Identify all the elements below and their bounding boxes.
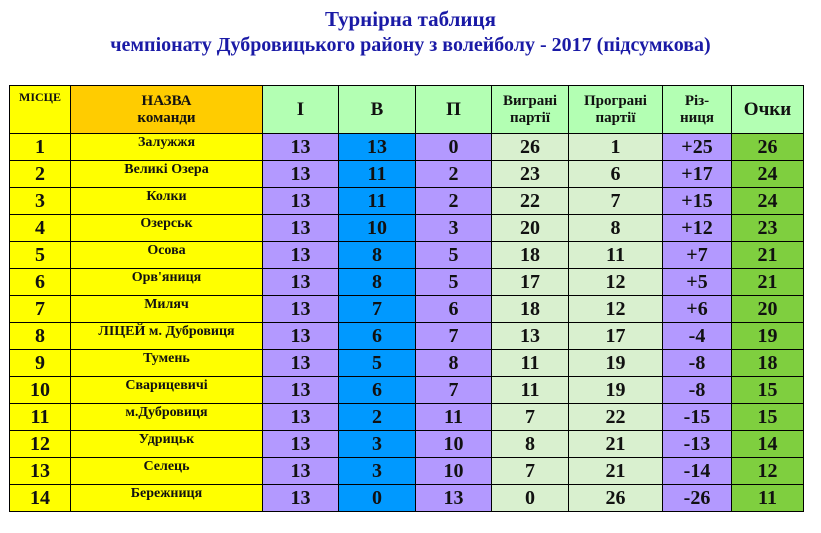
header-diff xyxy=(663,86,732,134)
cell-sets-lost: 6 xyxy=(569,161,663,188)
cell-won: 5 xyxy=(339,350,416,377)
cell-place: 10 xyxy=(10,377,71,404)
cell-won: 7 xyxy=(339,296,416,323)
cell-diff: +12 xyxy=(663,215,732,242)
cell-points: 26 xyxy=(732,134,804,161)
cell-lost: 10 xyxy=(416,431,492,458)
cell-games: 13 xyxy=(263,404,339,431)
cell-sets-won: 18 xyxy=(492,242,569,269)
cell-diff: -26 xyxy=(663,485,732,512)
cell-team-name: Великі Озера xyxy=(71,161,263,188)
cell-team-name: Селець xyxy=(71,458,263,485)
cell-sets-won: 11 xyxy=(492,350,569,377)
cell-sets-lost: 19 xyxy=(569,350,663,377)
header-games: І xyxy=(263,86,339,134)
cell-sets-won: 20 xyxy=(492,215,569,242)
cell-lost: 5 xyxy=(416,269,492,296)
cell-won: 13 xyxy=(339,134,416,161)
cell-games: 13 xyxy=(263,377,339,404)
header-place: МІСЦЕ xyxy=(10,86,71,134)
cell-points: 19 xyxy=(732,323,804,350)
cell-won: 11 xyxy=(339,188,416,215)
cell-team-name: Озерськ xyxy=(71,215,263,242)
cell-sets-lost: 19 xyxy=(569,377,663,404)
cell-place: 5 xyxy=(10,242,71,269)
table-row xyxy=(10,485,804,512)
cell-lost: 8 xyxy=(416,350,492,377)
cell-points: 21 xyxy=(732,269,804,296)
cell-lost: 10 xyxy=(416,458,492,485)
cell-team-name: Тумень xyxy=(71,350,263,377)
cell-games: 13 xyxy=(263,458,339,485)
cell-lost: 13 xyxy=(416,485,492,512)
cell-games: 13 xyxy=(263,269,339,296)
page-title: Турнірна таблиця xyxy=(325,7,496,31)
cell-lost: 6 xyxy=(416,296,492,323)
cell-team-name: Колки xyxy=(71,188,263,215)
header-lost: П xyxy=(416,86,492,134)
cell-diff: -14 xyxy=(663,458,732,485)
header-won: В xyxy=(339,86,416,134)
header-diff-line2: ниця xyxy=(679,109,715,126)
table-row xyxy=(10,431,804,458)
cell-points: 21 xyxy=(732,242,804,269)
cell-diff: +6 xyxy=(663,296,732,323)
cell-games: 13 xyxy=(263,350,339,377)
table-row xyxy=(10,215,804,242)
table-row xyxy=(10,188,804,215)
header-name-line2: команди xyxy=(137,109,196,126)
cell-place: 3 xyxy=(10,188,71,215)
cell-games: 13 xyxy=(263,296,339,323)
cell-games: 13 xyxy=(263,242,339,269)
standings-table xyxy=(9,85,804,512)
cell-team-name: Миляч xyxy=(71,296,263,323)
cell-diff: -15 xyxy=(663,404,732,431)
cell-sets-lost: 11 xyxy=(569,242,663,269)
cell-sets-won: 23 xyxy=(492,161,569,188)
cell-games: 13 xyxy=(263,323,339,350)
cell-sets-lost: 8 xyxy=(569,215,663,242)
cell-lost: 0 xyxy=(416,134,492,161)
cell-sets-won: 22 xyxy=(492,188,569,215)
cell-lost: 5 xyxy=(416,242,492,269)
cell-games: 13 xyxy=(263,215,339,242)
table-row xyxy=(10,161,804,188)
header-points: Очки xyxy=(732,86,804,134)
cell-sets-lost: 12 xyxy=(569,296,663,323)
cell-lost: 11 xyxy=(416,404,492,431)
cell-games: 13 xyxy=(263,161,339,188)
cell-lost: 7 xyxy=(416,323,492,350)
cell-games: 13 xyxy=(263,188,339,215)
cell-points: 12 xyxy=(732,458,804,485)
cell-points: 23 xyxy=(732,215,804,242)
cell-won: 0 xyxy=(339,485,416,512)
cell-won: 3 xyxy=(339,458,416,485)
cell-sets-won: 7 xyxy=(492,458,569,485)
cell-won: 10 xyxy=(339,215,416,242)
cell-sets-won: 11 xyxy=(492,377,569,404)
cell-sets-won: 18 xyxy=(492,296,569,323)
cell-diff: +25 xyxy=(663,134,732,161)
cell-sets-lost: 17 xyxy=(569,323,663,350)
header-sets-won xyxy=(492,86,569,134)
table-row xyxy=(10,458,804,485)
header-sets-lost-line1: Програні xyxy=(584,92,647,109)
cell-team-name: м.Дубровиця xyxy=(71,404,263,431)
cell-sets-won: 0 xyxy=(492,485,569,512)
cell-games: 13 xyxy=(263,431,339,458)
cell-team-name: Орв'яниця xyxy=(71,269,263,296)
cell-sets-won: 17 xyxy=(492,269,569,296)
table-row xyxy=(10,134,804,161)
table-row xyxy=(10,296,804,323)
cell-diff: -8 xyxy=(663,377,732,404)
cell-games: 13 xyxy=(263,134,339,161)
cell-lost: 3 xyxy=(416,215,492,242)
header-sets-won-line1: Виграні xyxy=(502,92,558,109)
cell-place: 13 xyxy=(10,458,71,485)
table-row xyxy=(10,269,804,296)
cell-won: 8 xyxy=(339,269,416,296)
cell-diff: +17 xyxy=(663,161,732,188)
cell-diff: +15 xyxy=(663,188,732,215)
cell-place: 7 xyxy=(10,296,71,323)
cell-place: 14 xyxy=(10,485,71,512)
cell-place: 4 xyxy=(10,215,71,242)
cell-won: 2 xyxy=(339,404,416,431)
cell-diff: -4 xyxy=(663,323,732,350)
cell-won: 6 xyxy=(339,377,416,404)
cell-won: 3 xyxy=(339,431,416,458)
cell-place: 8 xyxy=(10,323,71,350)
cell-points: 15 xyxy=(732,404,804,431)
table-row xyxy=(10,404,804,431)
cell-place: 1 xyxy=(10,134,71,161)
cell-points: 24 xyxy=(732,188,804,215)
cell-sets-lost: 12 xyxy=(569,269,663,296)
cell-points: 24 xyxy=(732,161,804,188)
page-subtitle: чемпіонату Дубровицького району з волейболу - 2017 (підсумкова) xyxy=(110,34,711,56)
header-sets-won-line2: партії xyxy=(510,109,550,126)
cell-diff: -13 xyxy=(663,431,732,458)
cell-team-name: Бережниця xyxy=(71,485,263,512)
table-row xyxy=(10,323,804,350)
cell-lost: 2 xyxy=(416,188,492,215)
cell-sets-won: 26 xyxy=(492,134,569,161)
cell-sets-lost: 21 xyxy=(569,431,663,458)
cell-place: 12 xyxy=(10,431,71,458)
cell-sets-lost: 22 xyxy=(569,404,663,431)
cell-lost: 2 xyxy=(416,161,492,188)
cell-diff: +5 xyxy=(663,269,732,296)
cell-points: 20 xyxy=(732,296,804,323)
header-sets-lost-line2: партії xyxy=(595,109,636,126)
header-name xyxy=(71,86,263,134)
header-diff-line1: Різ- xyxy=(684,92,710,109)
cell-points: 11 xyxy=(732,485,804,512)
cell-place: 11 xyxy=(10,404,71,431)
cell-place: 6 xyxy=(10,269,71,296)
cell-sets-lost: 1 xyxy=(569,134,663,161)
cell-won: 8 xyxy=(339,242,416,269)
header-sets-lost xyxy=(569,86,663,134)
cell-team-name: Сварицевичі xyxy=(71,377,263,404)
table-row xyxy=(10,350,804,377)
cell-points: 15 xyxy=(732,377,804,404)
cell-sets-lost: 7 xyxy=(569,188,663,215)
table-row xyxy=(10,377,804,404)
header-row xyxy=(10,86,804,134)
cell-team-name: Удрицьк xyxy=(71,431,263,458)
cell-sets-won: 7 xyxy=(492,404,569,431)
cell-diff: +7 xyxy=(663,242,732,269)
cell-sets-won: 8 xyxy=(492,431,569,458)
cell-sets-won: 13 xyxy=(492,323,569,350)
cell-points: 14 xyxy=(732,431,804,458)
cell-sets-lost: 26 xyxy=(569,485,663,512)
cell-team-name: Осова xyxy=(71,242,263,269)
cell-lost: 7 xyxy=(416,377,492,404)
cell-won: 6 xyxy=(339,323,416,350)
table-row xyxy=(10,242,804,269)
header-name-line1: НАЗВА xyxy=(141,92,192,109)
cell-diff: -8 xyxy=(663,350,732,377)
cell-points: 18 xyxy=(732,350,804,377)
cell-team-name: ЛІЦЕЙ м. Дубровиця xyxy=(71,323,263,350)
cell-sets-lost: 21 xyxy=(569,458,663,485)
cell-place: 2 xyxy=(10,161,71,188)
cell-games: 13 xyxy=(263,485,339,512)
cell-won: 11 xyxy=(339,161,416,188)
cell-team-name: Залужжя xyxy=(71,134,263,161)
cell-place: 9 xyxy=(10,350,71,377)
